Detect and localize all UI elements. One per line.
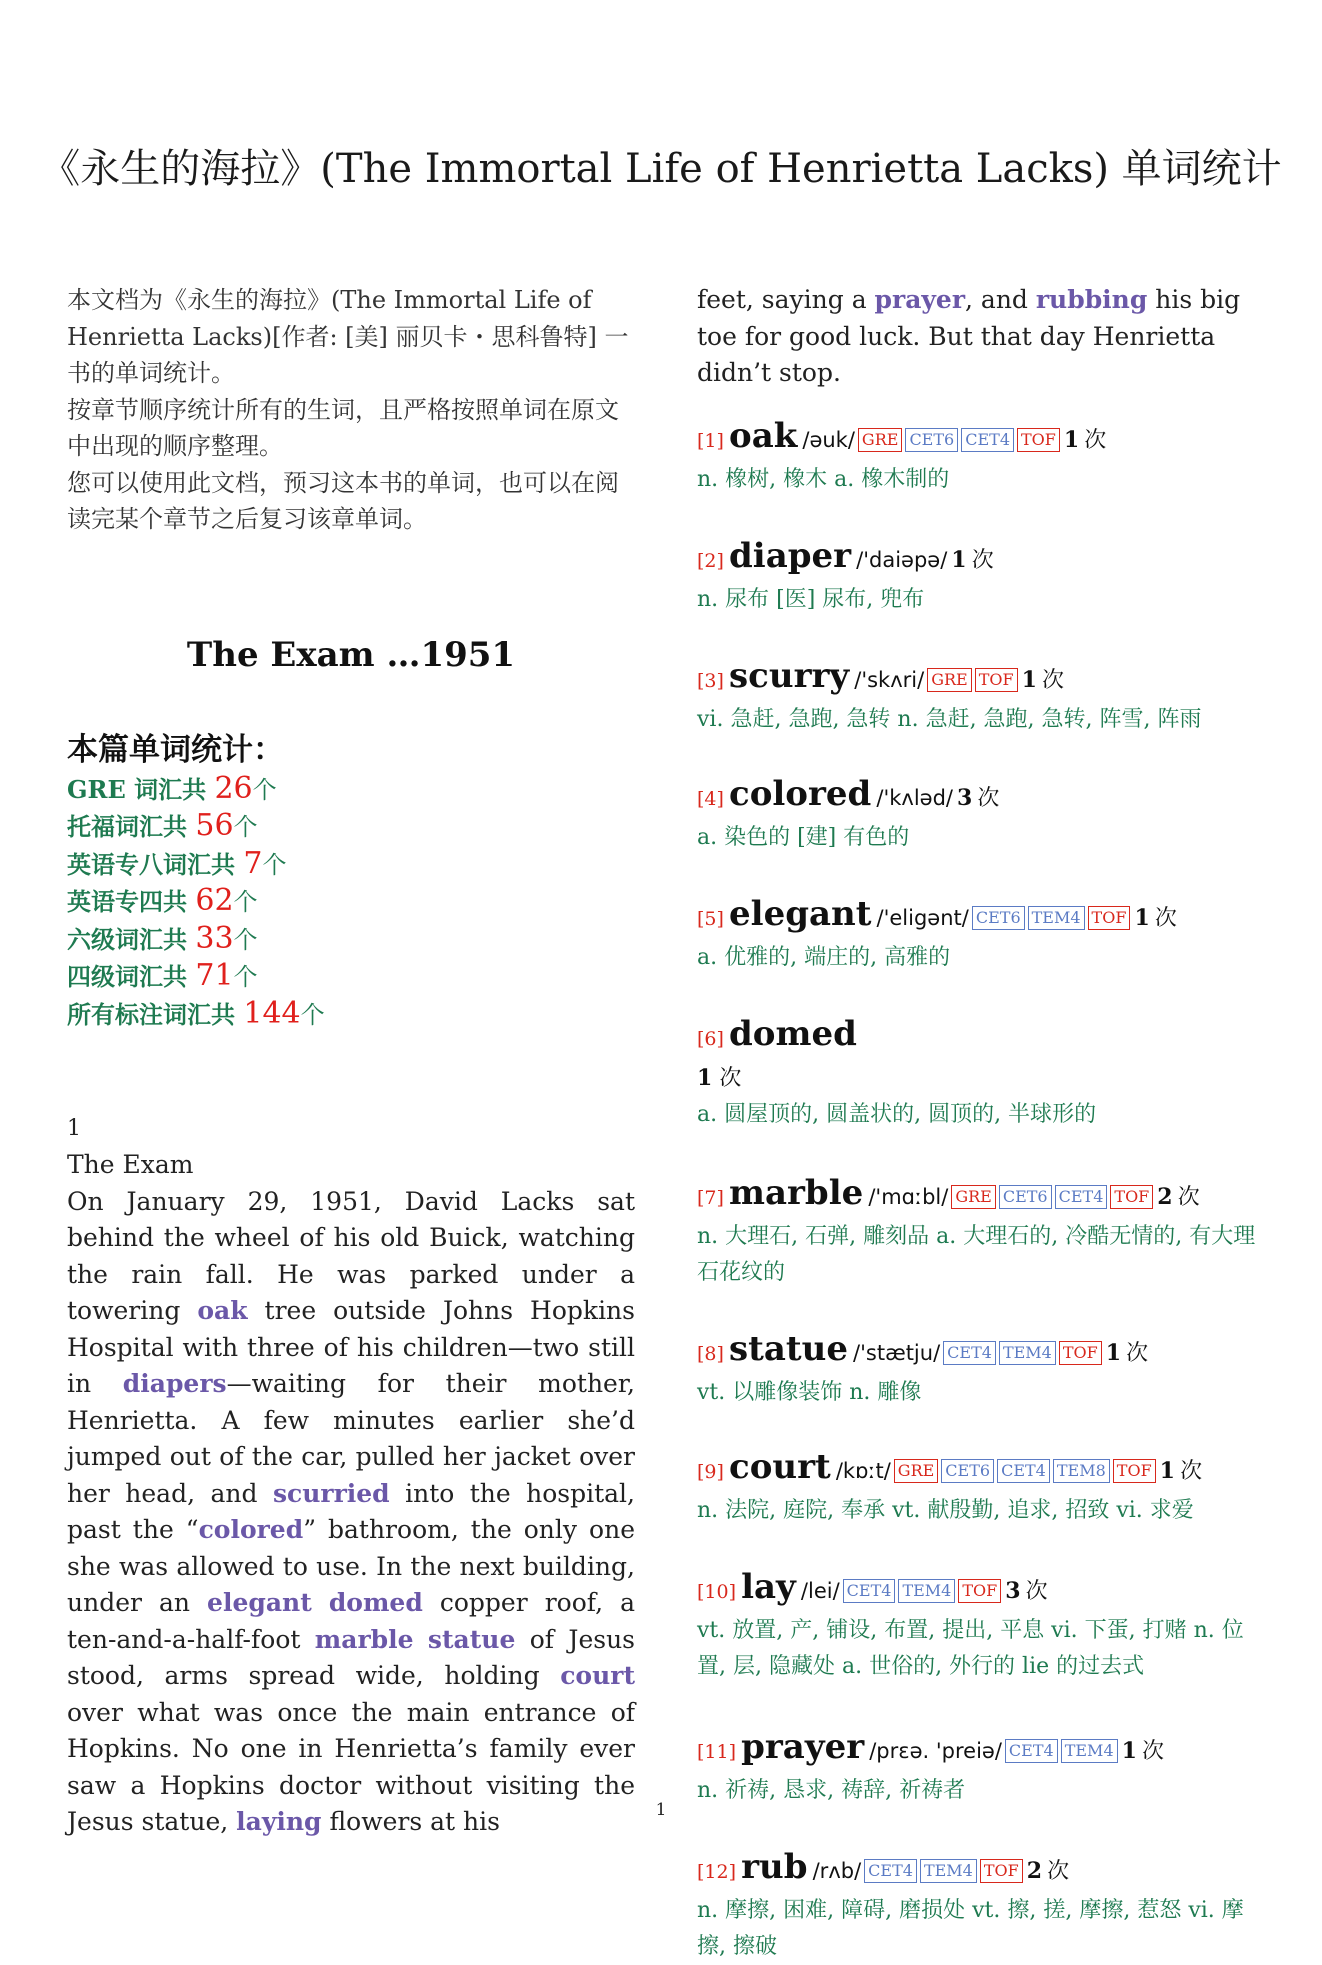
exam-tag-badge: TOF: [958, 1579, 1001, 1603]
passage-segment: —waiting for their mother, Henrietta. A few minutes earlier she’d jumped out of the car, pulled her jacket over her head, and: [67, 1369, 636, 1508]
entry-header: [697, 1727, 1267, 1773]
entry-count-unit: 次: [977, 785, 1000, 811]
exam-tag-badge: GRE: [858, 428, 903, 452]
entry-count: [1023, 1857, 1070, 1884]
entry-count-unit: 次: [1177, 1184, 1200, 1210]
exam-tag-badge: CET6: [941, 1459, 994, 1483]
entry-count-unit: 次: [1084, 427, 1107, 453]
vocab-highlight: laying: [236, 1807, 322, 1836]
entry-meaning: n. 法院, 庭院, 奉承 vt. 献殷勤, 追求, 招致 vi. 求爱: [697, 1497, 1194, 1523]
page-number: 1: [655, 1800, 667, 1820]
vocab-entry: [697, 1173, 1267, 1291]
entry-count-value: 1: [951, 546, 967, 573]
exam-tag-badge: CET6: [999, 1185, 1052, 1209]
vocab-entry: [697, 1014, 1267, 1133]
exam-tag-badge: TEM4: [898, 1579, 955, 1603]
stat-label: 所有标注词汇共: [67, 999, 244, 1029]
stat-unit: 个: [233, 963, 258, 991]
exam-tag-badge: TEM4: [999, 1341, 1056, 1365]
entry-count-unit: 次: [1047, 1858, 1070, 1884]
entry-word: statue: [729, 1328, 848, 1369]
exam-tag-badge: TEM4: [920, 1859, 977, 1883]
entry-phonetic: /'stætju/: [853, 1340, 941, 1365]
stat-value: 7: [243, 845, 263, 881]
entry-word: marble: [729, 1172, 864, 1213]
vocab-entry: [697, 1447, 1267, 1529]
entry-header: [697, 1329, 1267, 1375]
entry-count: [1153, 1183, 1200, 1210]
entry-count: [1001, 1577, 1048, 1604]
stats-list: [67, 771, 635, 1034]
passage-segment: his big toe for good luck. But that day Henrietta didn’t stop.: [697, 285, 1241, 387]
entry-phonetic: /rʌb/: [812, 1858, 862, 1883]
left-column: [67, 282, 635, 1841]
entry-index: [7]: [697, 1186, 724, 1209]
stat-tem8: [67, 846, 635, 884]
vocab-highlight: rubbing: [1035, 285, 1148, 314]
entry-meaning: a. 染色的 [建] 有色的: [697, 824, 910, 850]
entry-count-value: 3: [957, 784, 973, 811]
entry-count: [697, 1066, 741, 1091]
entry-word: elegant: [729, 893, 872, 934]
passage-segment: [414, 1625, 428, 1654]
exam-tag-badge: CET4: [843, 1579, 896, 1603]
exam-tag-badge: TOF: [975, 668, 1018, 692]
entry-phonetic: /'skʌri/: [854, 667, 925, 692]
entry-header: [697, 1567, 1267, 1613]
intro-paragraph: 本文档为《永生的海拉》(The Immortal Life of Henrietta Lacks)[作者: [美] 丽贝卡・思科鲁特] 一书的单词统计。: [67, 286, 629, 387]
entry-index: [2]: [697, 549, 724, 572]
entry-count: [1130, 904, 1177, 931]
entry-count-value: 1: [1021, 666, 1037, 693]
entry-word: lay: [741, 1566, 796, 1607]
exam-tag-badge: GRE: [951, 1185, 996, 1209]
entry-phonetic: /kɒːt/: [835, 1458, 891, 1483]
vocab-highlight: diapers: [122, 1369, 227, 1398]
stat-label: 英语专四共: [67, 887, 196, 916]
exam-tag-badge: TOF: [1059, 1341, 1102, 1365]
vocab-highlight: colored: [198, 1515, 304, 1544]
entry-count-unit: 次: [1154, 905, 1177, 931]
stat-value: 144: [243, 995, 301, 1031]
passage-segment: into the hospital, past the “: [67, 1478, 636, 1544]
exam-tag-badge: CET6: [905, 428, 958, 452]
entry-index: [11]: [697, 1740, 737, 1763]
entry-count: [1018, 666, 1065, 693]
stat-gre: [67, 771, 635, 809]
entry-count-unit: 次: [719, 1065, 742, 1091]
entry-meaning: a. 圆屋顶的, 圆盖状的, 圆顶的, 半球形的: [697, 1101, 1097, 1127]
entry-count: [1102, 1339, 1149, 1366]
entry-meaning: vi. 急赶, 急跑, 急转 n. 急赶, 急跑, 急转, 阵雪, 阵雨: [697, 706, 1202, 732]
vocab-entry: [697, 1727, 1267, 1809]
entry-count: [953, 784, 1000, 811]
vocab-highlight: domed: [328, 1588, 423, 1617]
entry-count-unit: 次: [971, 547, 994, 573]
entry-index: [9]: [697, 1460, 724, 1483]
stat-label: 六级词汇共: [67, 924, 196, 954]
entry-index: [5]: [697, 907, 724, 930]
exam-tag-badge: TEM8: [1053, 1459, 1110, 1483]
vocab-highlight: statue: [427, 1624, 516, 1654]
entry-count-unit: 次: [1126, 1340, 1149, 1366]
exam-tag-badge: TOF: [1110, 1185, 1153, 1209]
intro-paragraph: 按章节顺序统计所有的生词，且严格按照单词在原文中出现的顺序整理。: [67, 395, 619, 460]
entry-word: oak: [729, 415, 798, 456]
entry-count: [1060, 426, 1107, 453]
entry-header: [697, 774, 1267, 820]
stat-unit: 个: [262, 850, 287, 879]
stat-label: GRE 词汇共: [67, 774, 215, 804]
entry-index: [12]: [697, 1860, 737, 1883]
exam-tag-badge: CET4: [1005, 1739, 1058, 1763]
stat-all: [67, 996, 635, 1034]
entry-count: [1118, 1737, 1165, 1764]
vocab-highlight: scurried: [272, 1478, 390, 1508]
entry-header: [697, 1447, 1267, 1493]
exam-tag-badge: TOF: [980, 1859, 1023, 1883]
entry-phonetic: /'kʌləd/: [876, 785, 954, 810]
entry-phonetic: /'daiəpə/: [856, 547, 948, 572]
entry-count: [947, 546, 994, 573]
exam-tag-badge: CET4: [864, 1859, 917, 1883]
stat-label: 四级词汇共: [67, 962, 196, 991]
vocab-highlight: elegant: [207, 1588, 312, 1617]
entry-meaning: n. 尿布 [医] 尿布, 兜布: [697, 586, 925, 612]
passage-segment: tree outside Johns Hopkins Hospital with three of his children—two still in: [67, 1296, 635, 1398]
stat-label: 托福词汇共: [67, 812, 196, 841]
entry-index: [1]: [697, 429, 724, 452]
vocab-highlight: oak: [197, 1296, 248, 1325]
entry-meaning: vt. 以雕像装饰 n. 雕像: [697, 1379, 922, 1405]
vocab-entry: [697, 536, 1267, 618]
passage-segment: [312, 1588, 329, 1617]
exam-tag-badge: CET4: [943, 1341, 996, 1365]
exam-tag-badge: CET4: [961, 428, 1014, 452]
entry-phonetic: /prɛə. 'preiə/: [869, 1738, 1002, 1763]
entry-phonetic: /'eligənt/: [876, 905, 969, 930]
entry-meaning: vt. 放置, 产, 铺设, 布置, 提出, 平息 vi. 下蛋, 打赌 n. 位置, 层, 隐藏处 a. 世俗的, 外行的 lie 的过去式: [697, 1617, 1244, 1679]
exam-tag-badge: GRE: [894, 1459, 939, 1483]
vocab-highlight: prayer: [874, 285, 966, 314]
exam-tag-badge: TOF: [1088, 906, 1131, 930]
entry-meaning: a. 优雅的, 端庄的, 高雅的: [697, 944, 951, 970]
passage-segment: On January 29, 1951, David Lacks sat behind the wheel of his old Buick, watching the rain fall. He was parked under a towering: [67, 1186, 635, 1325]
entry-count-unit: 次: [1042, 667, 1065, 693]
exam-tag-badge: TOF: [1113, 1459, 1156, 1483]
entry-index: [10]: [697, 1580, 737, 1603]
entry-word: diaper: [729, 535, 852, 576]
chapter-number: 1: [67, 1116, 81, 1141]
vocab-entry: [697, 894, 1267, 976]
stat-unit: 个: [233, 925, 258, 954]
entry-header: [697, 1173, 1267, 1219]
entry-count-value: 1: [1134, 904, 1150, 931]
entry-count-unit: 次: [1025, 1578, 1048, 1604]
passage-continued: [697, 282, 1267, 392]
passage-segment: over what was once the main entrance of Hopkins. No one in Henrietta’s family ever saw a Hopkins doctor without visiting the Jesus statue,: [67, 1697, 635, 1836]
entry-index: [3]: [697, 669, 724, 692]
exam-tag-badge: CET6: [972, 906, 1025, 930]
vocab-entry: [697, 656, 1267, 738]
entry-phonetic: /əuk/: [802, 427, 855, 452]
stat-tem4: [67, 883, 635, 921]
stat-value: 56: [195, 808, 234, 843]
passage-text: [67, 1184, 635, 1841]
entry-word: domed: [729, 1013, 857, 1054]
entry-count-unit: 次: [1180, 1458, 1203, 1484]
passage-segment: flowers at his: [321, 1807, 500, 1836]
entry-count-value: 3: [1005, 1577, 1021, 1604]
intro-block: [67, 282, 635, 538]
entry-count-value: 2: [1026, 1857, 1043, 1884]
entry-header: [697, 536, 1267, 582]
entry-header: [697, 656, 1267, 702]
entry-count-value: 1: [697, 1064, 713, 1091]
vocab-highlight: court: [560, 1661, 635, 1690]
document-title: 《永生的海拉》(The Immortal Life of Henrietta Lacks) 单词统计: [40, 146, 1282, 192]
entry-header: [697, 1014, 1267, 1060]
stat-unit: 个: [252, 775, 277, 804]
entry-index: [8]: [697, 1342, 724, 1365]
stat-unit: 个: [300, 1000, 325, 1029]
entry-meaning: n. 摩擦, 困难, 障碍, 磨损处 vt. 擦, 搓, 摩擦, 惹怒 vi. 摩擦, 擦破: [697, 1897, 1244, 1959]
vocab-entry: [697, 416, 1267, 498]
exam-tag-badge: GRE: [927, 668, 972, 692]
exam-tag-badge: TOF: [1017, 428, 1060, 452]
entry-meaning: n. 祈祷, 恳求, 祷辞, 祈祷者: [697, 1777, 966, 1803]
stat-value: 26: [214, 770, 253, 806]
right-column: [697, 282, 1267, 1965]
entry-count-value: 1: [1159, 1457, 1175, 1484]
entry-meaning: n. 橡树, 橡木 a. 橡木制的: [697, 466, 950, 492]
entry-header: [697, 894, 1267, 940]
stat-toefl: [67, 808, 635, 846]
stat-label: 英语专八词汇共: [67, 849, 244, 879]
entry-word: colored: [729, 773, 872, 814]
chapter-heading: The Exam …1951: [186, 634, 516, 675]
entry-index: [4]: [697, 787, 724, 810]
passage-segment: copper roof, a ten-and-a-half-foot: [67, 1588, 635, 1654]
chapter-title: The Exam: [67, 1150, 194, 1179]
entry-word: scurry: [729, 655, 850, 696]
entry-count-value: 1: [1121, 1737, 1137, 1764]
vocab-entry: [697, 1847, 1267, 1965]
stat-value: 71: [195, 958, 234, 993]
entry-word: court: [729, 1446, 831, 1487]
entry-count-line: [697, 1060, 1267, 1097]
vocab-entry: [697, 1329, 1267, 1411]
entry-count: [1156, 1457, 1203, 1484]
vocab-entry: [697, 1567, 1267, 1685]
entry-meaning: n. 大理石, 石弹, 雕刻品 a. 大理石的, 冷酷无情的, 有大理石花纹的: [697, 1223, 1256, 1285]
entry-count-value: 1: [1063, 426, 1080, 453]
exam-tag-badge: CET4: [1055, 1185, 1108, 1209]
intro-paragraph: 您可以使用此文档，预习这本书的单词，也可以在阅读完某个章节之后复习该章单词。: [67, 468, 619, 533]
entry-header: [697, 416, 1267, 462]
stat-value: 62: [195, 883, 234, 918]
passage-segment: feet, saying a: [697, 285, 875, 314]
entry-word: rub: [741, 1846, 808, 1887]
passage-segment: of Jesus stood, arms spread wide, holding: [67, 1624, 636, 1690]
exam-tag-badge: CET4: [997, 1459, 1050, 1483]
exam-tag-badge: TEM4: [1061, 1739, 1118, 1763]
entry-count-unit: 次: [1142, 1738, 1165, 1764]
passage-segment: , and: [965, 285, 1036, 314]
stat-unit: 个: [233, 888, 258, 916]
stat-cet4: [67, 958, 635, 996]
passage-segment: ” bathroom, the only one she was allowed to use. In the next building, under an: [67, 1515, 635, 1617]
entry-phonetic: /'mɑːbl/: [868, 1184, 949, 1209]
stats-title: 本篇单词统计：: [67, 731, 284, 768]
entry-word: prayer: [741, 1726, 865, 1767]
exam-tag-badge: TEM4: [1028, 906, 1085, 930]
stat-unit: 个: [233, 813, 258, 841]
vocab-entry: [697, 774, 1267, 856]
vocab-highlight: marble: [314, 1624, 414, 1654]
entry-count-value: 1: [1105, 1339, 1122, 1366]
vocab-entry-list: [697, 416, 1267, 1965]
stat-cet6: [67, 921, 635, 959]
entry-phonetic: /lei/: [800, 1578, 840, 1603]
entry-index: [6]: [697, 1027, 724, 1050]
entry-count-value: 2: [1157, 1183, 1173, 1210]
stat-value: 33: [195, 920, 234, 956]
